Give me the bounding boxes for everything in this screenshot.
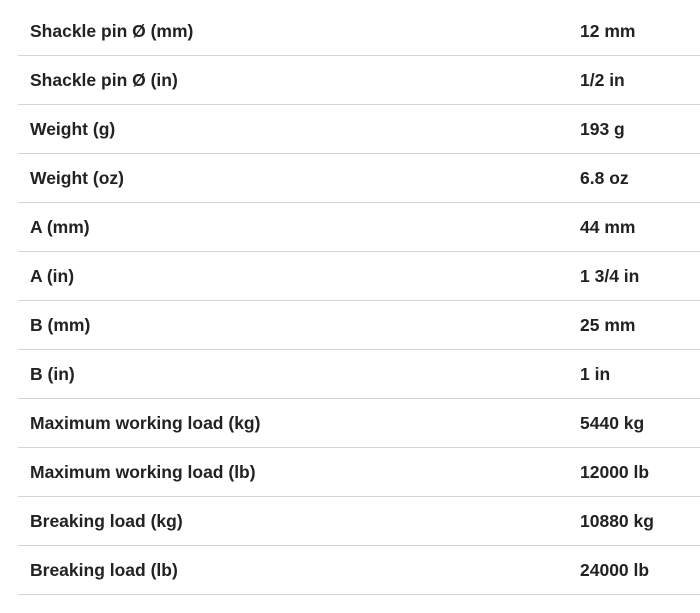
table-row [18, 350, 700, 399]
table-row [18, 301, 700, 350]
table-row [18, 105, 700, 154]
spec-label: Maximum working load (lb) [30, 461, 256, 482]
spec-value: 12000 lb [580, 461, 650, 482]
specifications-table [18, 7, 700, 595]
spec-value: 1 3/4 in [580, 265, 640, 286]
spec-value: 1/2 in [580, 69, 625, 90]
spec-value: 25 mm [580, 314, 636, 335]
table-row [18, 203, 700, 252]
table-row [18, 154, 700, 203]
spec-value: 10880 kg [580, 510, 654, 531]
spec-value: 193 g [580, 118, 625, 139]
spec-label: Breaking load (lb) [30, 559, 178, 580]
spec-label: Shackle pin Ø (mm) [30, 20, 194, 41]
spec-value: 1 in [580, 363, 611, 384]
table-row [18, 497, 700, 546]
spec-label: B (mm) [30, 314, 91, 335]
spec-label: Maximum working load (kg) [30, 412, 261, 433]
table-row [18, 56, 700, 105]
spec-value: 24000 lb [580, 559, 650, 580]
table-row [18, 7, 700, 56]
table-row [18, 399, 700, 448]
spec-value: 44 mm [580, 216, 636, 237]
table-row [18, 252, 700, 301]
spec-label: Shackle pin Ø (in) [30, 69, 178, 90]
spec-label: Weight (oz) [30, 167, 124, 188]
spec-label: Weight (g) [30, 118, 116, 139]
spec-label: B (in) [30, 363, 75, 384]
table-row [18, 546, 700, 595]
spec-value: 5440 kg [580, 412, 645, 433]
spec-value: 6.8 oz [580, 167, 629, 188]
table-row [18, 448, 700, 497]
spec-label: A (mm) [30, 216, 90, 237]
spec-value: 12 mm [580, 20, 636, 41]
spec-label: A (in) [30, 265, 75, 286]
spec-label: Breaking load (kg) [30, 510, 183, 531]
